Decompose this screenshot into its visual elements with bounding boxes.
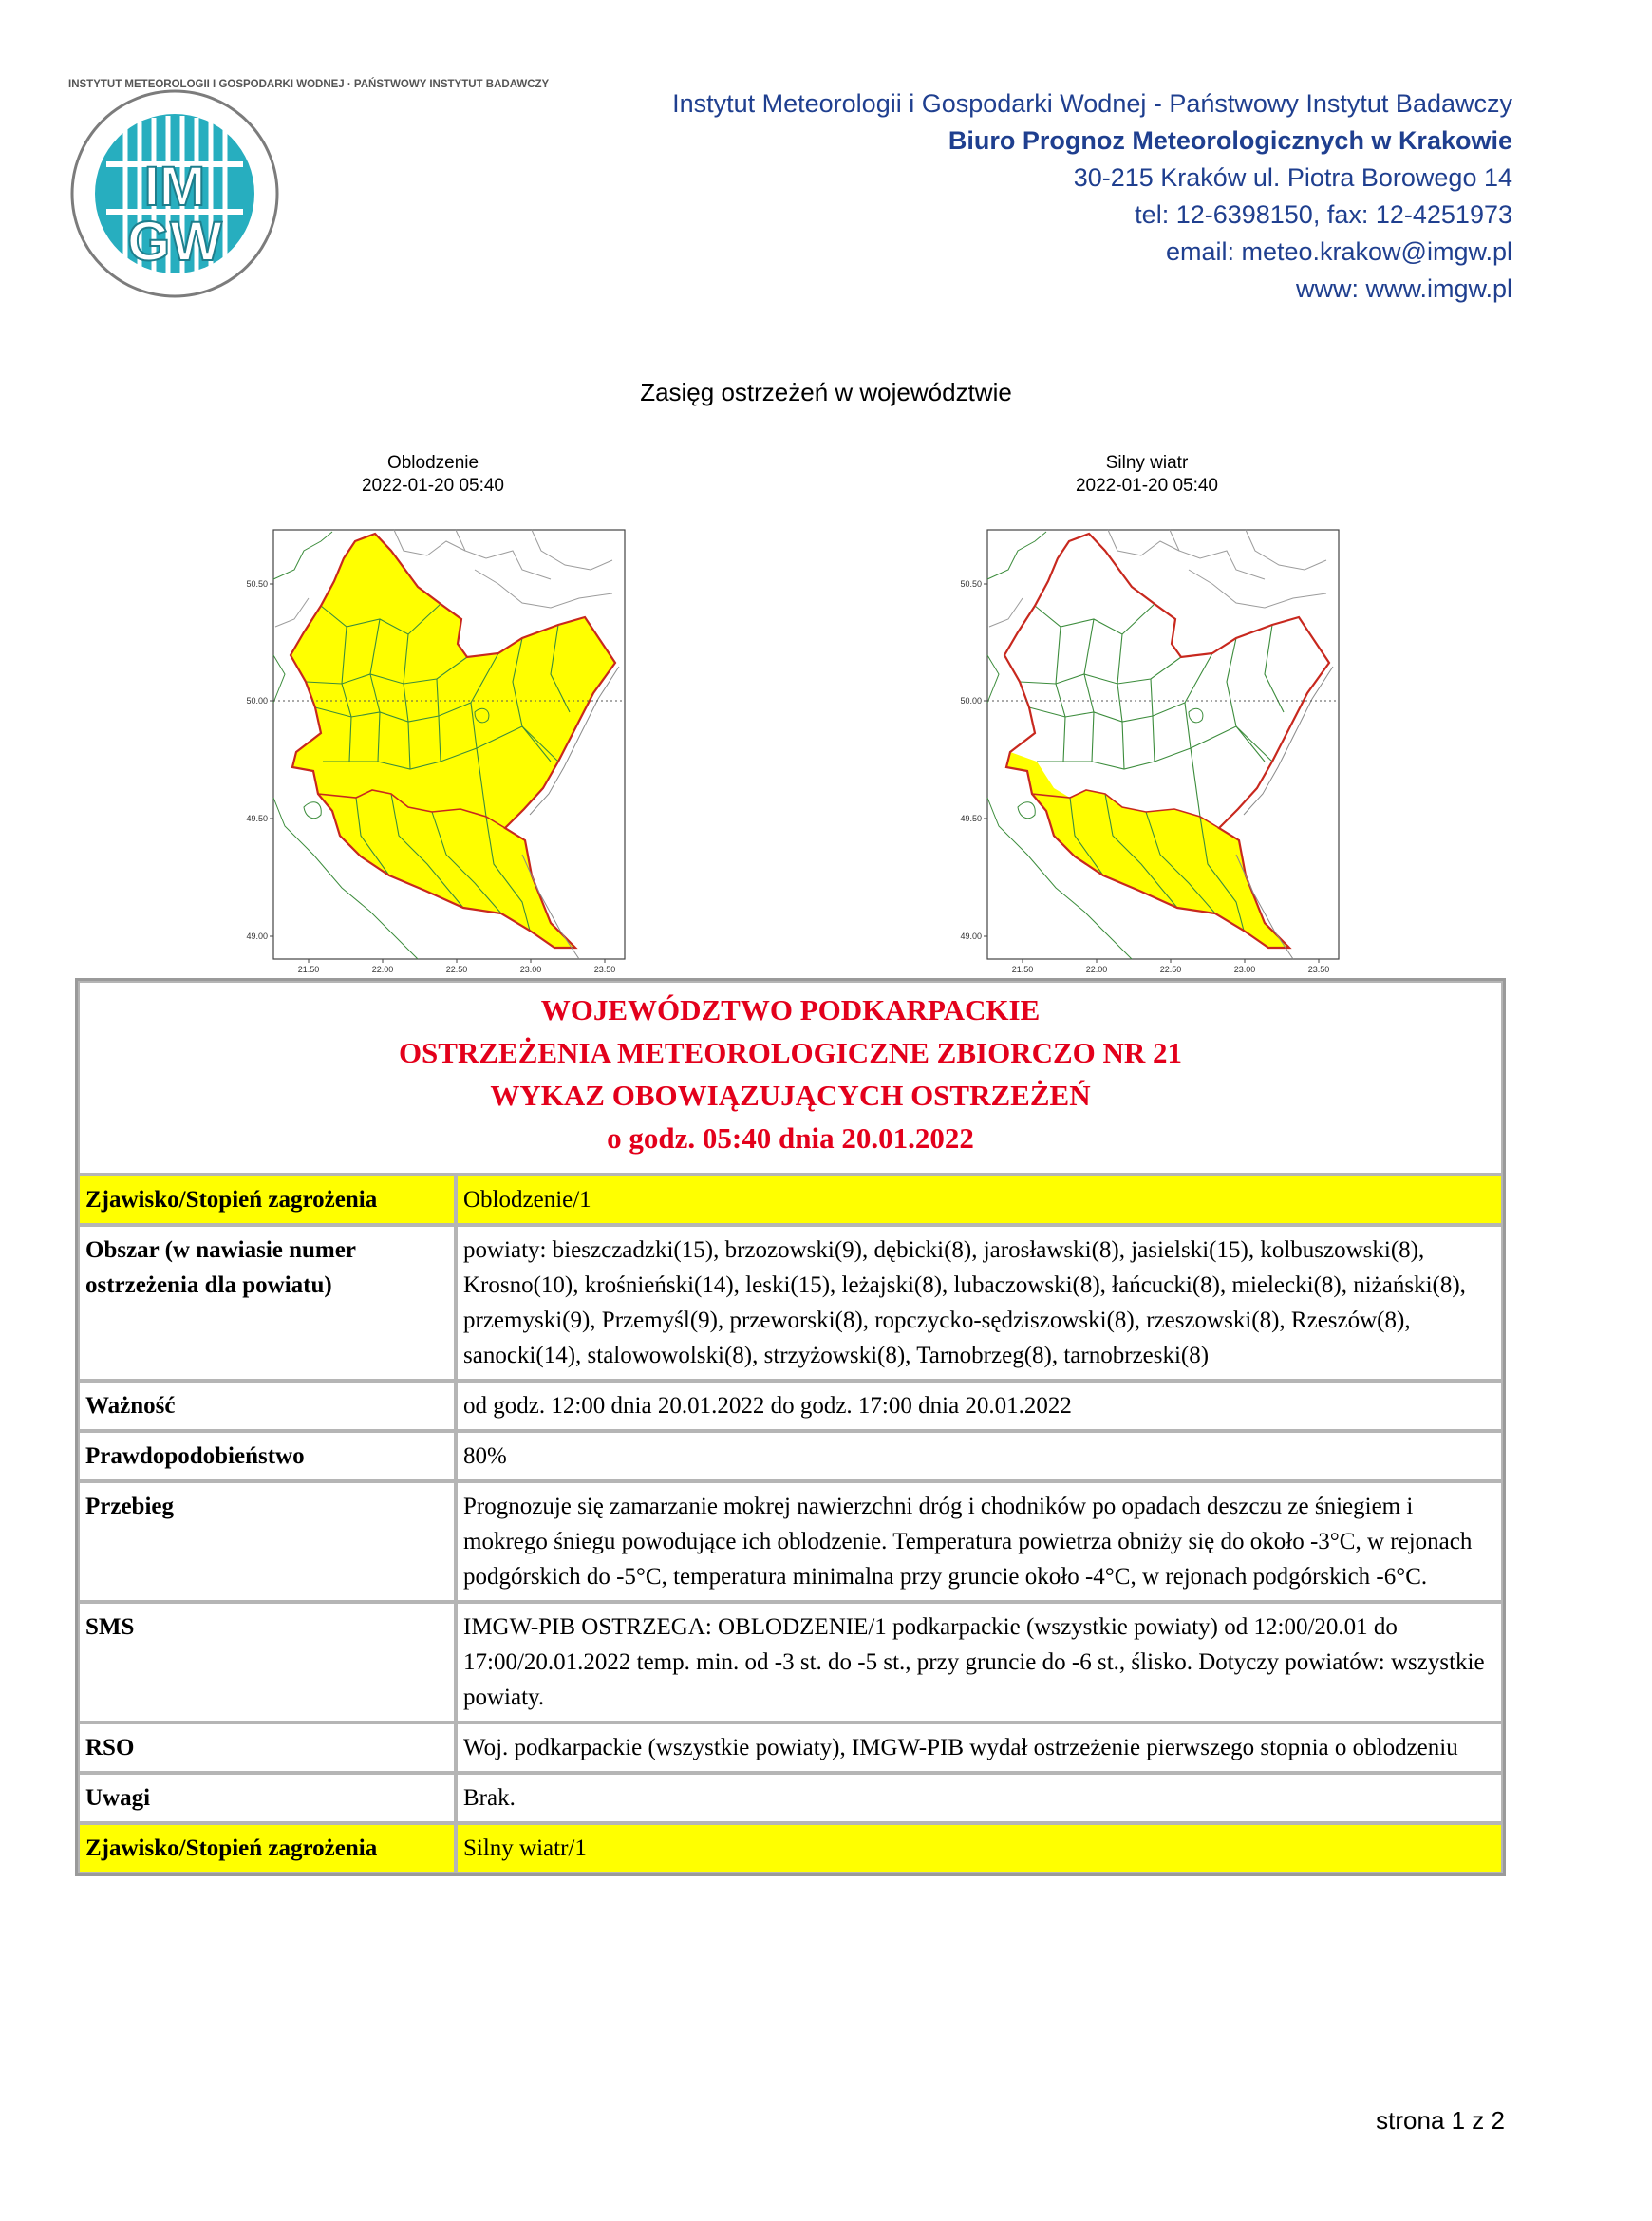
map-date: 2022-01-20 05:40 <box>361 476 504 496</box>
x-tick-label: 21.50 <box>1011 965 1034 974</box>
x-tick-label: 23.00 <box>1233 965 1256 974</box>
row-value: Oblodzenie/1 <box>456 1175 1503 1225</box>
x-tick-label: 22.00 <box>371 965 394 974</box>
y-tick-label: 50.50 <box>960 579 982 589</box>
x-tick-label: 22.50 <box>1159 965 1182 974</box>
y-tick-label: 50.00 <box>960 696 982 706</box>
row-label: Uwagi <box>78 1773 456 1823</box>
y-tick-label: 49.00 <box>246 932 268 941</box>
institution-header <box>672 85 1512 308</box>
row-label: Zjawisko/Stopień zagrożenia <box>78 1175 456 1225</box>
row-label: Zjawisko/Stopień zagrożenia <box>78 1823 456 1873</box>
table-row <box>78 1431 1503 1481</box>
y-tick-label: 49.50 <box>960 814 982 823</box>
svg-text:INSTYTUT METEOROLOGII I GOSPOD: INSTYTUT METEOROLOGII I GOSPODARKI WODNEJ · PAŃSTWOWY INSTYTUT BADAWCZY <box>68 79 550 90</box>
office-name: Biuro Prognoz Meteorologicznych w Krakowie <box>948 126 1512 155</box>
page-number: strona 1 z 2 <box>1376 2106 1505 2135</box>
row-label: SMS <box>78 1602 456 1722</box>
imgw-logo <box>68 79 550 300</box>
warnings-title <box>78 981 1503 1175</box>
title-line: WYKAZ OBOWIĄZUJĄCYCH OSTRZEŻEŃ <box>490 1079 1091 1112</box>
x-tick-label: 22.50 <box>445 965 468 974</box>
row-label: Przebieg <box>78 1481 456 1602</box>
svg-text:IM: IM <box>143 156 206 217</box>
x-tick-label: 23.00 <box>519 965 542 974</box>
y-tick-label: 49.50 <box>246 814 268 823</box>
x-tick-label: 23.50 <box>593 965 616 974</box>
map-title: Oblodzenie <box>386 453 479 473</box>
table-row <box>78 1225 1503 1381</box>
table-row <box>78 1773 1503 1823</box>
warnings-table <box>75 978 1506 1876</box>
map-date: 2022-01-20 05:40 <box>1075 476 1218 496</box>
institute-name: Instytut Meteorologii i Gospodarki Wodnej - Państwowy Instytut Badawczy <box>672 89 1512 118</box>
y-tick-label: 50.50 <box>246 579 268 589</box>
row-value: powiaty: bieszczadzki(15), brzozowski(9), dębicki(8), jarosławski(8), jasielski(15), kolbuszowski(8), Krosno(10), krośnieński(14), leski(15), leżajski(8), lubaczowski(8), łańcucki(8), mielecki(8), niżański(8), przemyski(9), Przemyśl(9), przeworski(8), ropczycko-sędziszowski(8), rzeszowski(8), Rzeszów(8), sanocki(14), stalowowolski(8), strzyżowski(8), Tarnobrzeg(8), tarnobrzeski(8) <box>456 1225 1503 1381</box>
row-value: od godz. 12:00 dnia 20.01.2022 do godz. 17:00 dnia 20.01.2022 <box>456 1381 1503 1431</box>
x-tick-label: 23.50 <box>1307 965 1330 974</box>
table-row <box>78 1602 1503 1722</box>
row-value: IMGW-PIB OSTRZEGA: OBLODZENIE/1 podkarpackie (wszystkie powiaty) od 12:00/20.01 do 17:00/20.01.2022 temp. min. od -3 st. do -5 st., przy gruncie do -6 st., ślisko. Dotyczy powiatów: wszystkie powiaty. <box>456 1602 1503 1722</box>
map-icing <box>237 513 636 978</box>
x-tick-label: 21.50 <box>297 965 320 974</box>
svg-text:GW: GW <box>127 211 222 273</box>
table-row <box>78 1381 1503 1431</box>
y-tick-label: 50.00 <box>246 696 268 706</box>
row-label: RSO <box>78 1722 456 1773</box>
table-row <box>78 1722 1503 1773</box>
office-address: 30-215 Kraków ul. Piotra Borowego 14 <box>1073 163 1512 192</box>
office-email[interactable]: email: meteo.krakow@imgw.pl <box>1165 237 1512 266</box>
row-value: Brak. <box>456 1773 1503 1823</box>
row-label: Prawdopodobieństwo <box>78 1431 456 1481</box>
map-caption-icing <box>291 452 575 498</box>
table-row <box>78 1175 1503 1225</box>
section-subtitle: Zasięg ostrzeżeń w województwie <box>640 378 1012 406</box>
map-caption-wind <box>1004 452 1289 498</box>
row-value: Woj. podkarpackie (wszystkie powiaty), IMGW-PIB wydał ostrzeżenie pierwszego stopnia o oblodzeniu <box>456 1722 1503 1773</box>
y-tick-label: 49.00 <box>960 932 982 941</box>
row-label: Ważność <box>78 1381 456 1431</box>
row-value: Silny wiatr/1 <box>456 1823 1503 1873</box>
office-www[interactable]: www: www.imgw.pl <box>1295 274 1512 303</box>
title-line: o godz. 05:40 dnia 20.01.2022 <box>607 1121 974 1155</box>
office-phone: tel: 12-6398150, fax: 12-4251973 <box>1135 200 1512 229</box>
map-wind <box>951 513 1350 978</box>
title-line: OSTRZEŻENIA METEOROLOGICZNE ZBIORCZO NR 21 <box>398 1036 1183 1069</box>
row-label: Obszar (w nawiasie numer ostrzeżenia dla powiatu) <box>78 1225 456 1381</box>
row-value: 80% <box>456 1431 1503 1481</box>
table-row <box>78 1481 1503 1602</box>
row-value: Prognozuje się zamarzanie mokrej nawierzchni dróg i chodników po opadach deszczu ze śniegiem i mokrego śniegu powodujące ich oblodzenie. Temperatura powietrza obniży się do około -3°C, w rejonach podgórskich do -5°C, temperatura minimalna przy gruncie około -4°C, w rejonach podgórskich -6°C. <box>456 1481 1503 1602</box>
table-row <box>78 1823 1503 1873</box>
x-tick-label: 22.00 <box>1085 965 1108 974</box>
map-title: Silny wiatr <box>1105 453 1189 473</box>
title-line: WOJEWÓDZTWO PODKARPACKIE <box>540 993 1041 1026</box>
